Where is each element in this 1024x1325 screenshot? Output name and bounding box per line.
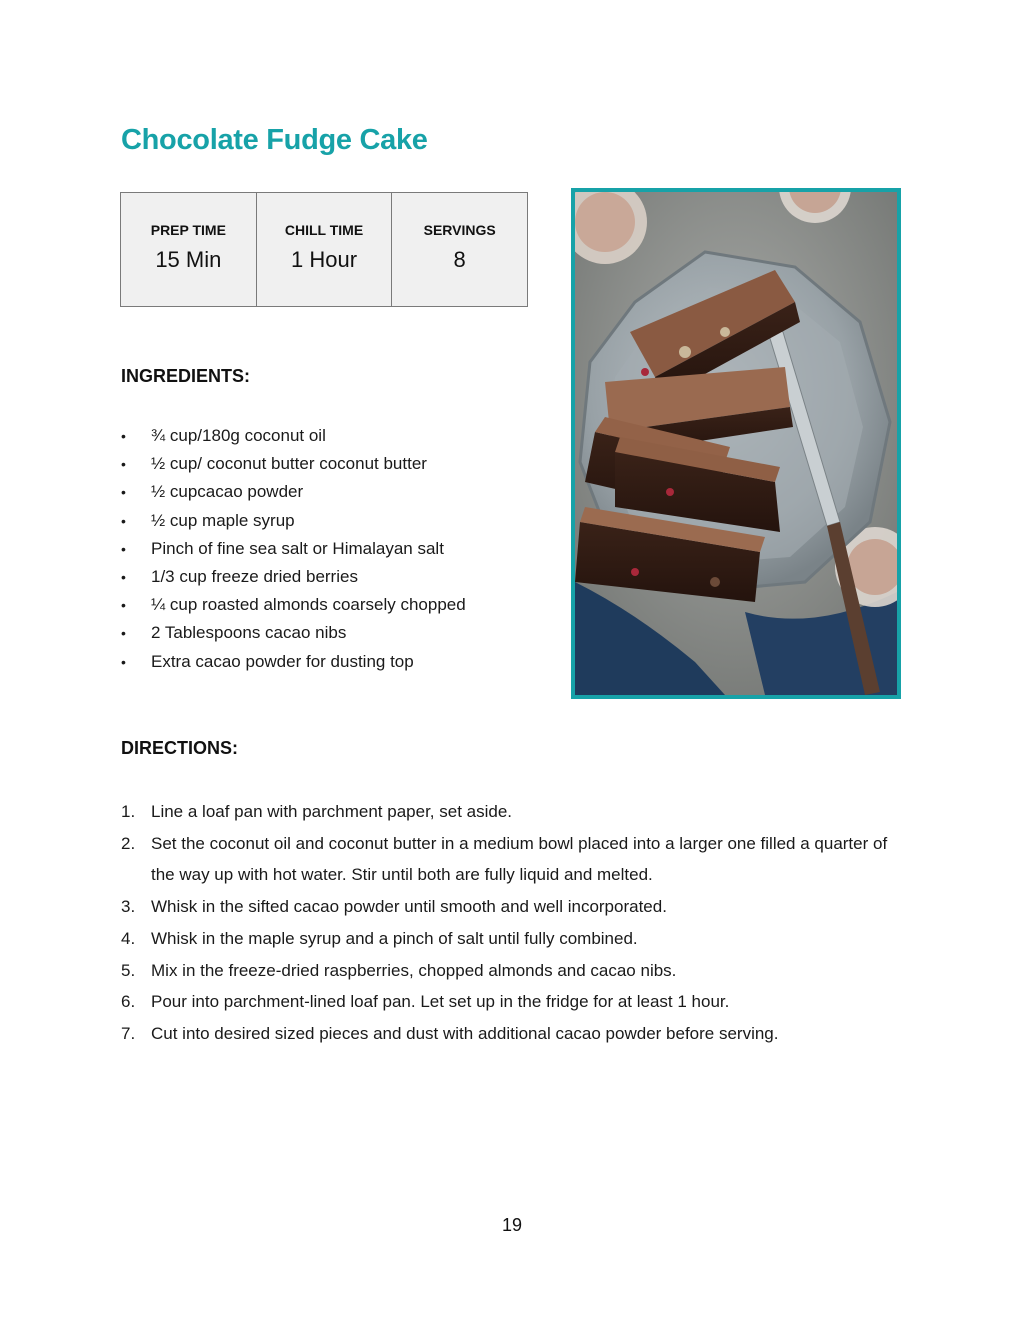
ingredient-text: ¾ cup/180g coconut oil <box>151 426 326 445</box>
step-number: 6. <box>121 992 136 1012</box>
step-text: Mix in the freeze-dried raspberries, chopped almonds and cacao nibs. <box>151 960 677 980</box>
bullet-icon: • <box>121 456 126 473</box>
step-text: Cut into desired sized pieces and dust with additional cacao powder before serving. <box>151 1023 779 1043</box>
bullet-icon: • <box>121 653 126 670</box>
list-item <box>121 891 901 923</box>
list-item <box>121 1018 901 1050</box>
directions-heading: DIRECTIONS: <box>121 738 238 758</box>
bullet-icon: • <box>121 484 126 501</box>
list-item <box>121 424 466 452</box>
directions-list <box>121 796 901 1050</box>
bullet-icon: • <box>121 540 126 557</box>
step-text: Line a loaf pan with parchment paper, set aside. <box>151 802 513 821</box>
chill-time-value: 1 Hour <box>290 247 358 272</box>
list-item <box>121 796 901 828</box>
step-number: 5. <box>121 960 136 980</box>
recipe-photo <box>571 188 901 699</box>
bullet-icon: • <box>121 625 126 642</box>
list-item <box>121 955 901 987</box>
ingredient-text: ½ cupcacao powder <box>151 482 304 502</box>
step-text: Pour into parchment-lined loaf pan. Let set up in the fridge for at least 1 hour. <box>151 992 730 1012</box>
prep-time-cell <box>121 193 257 306</box>
chill-time-cell <box>257 193 393 306</box>
bullet-icon: • <box>121 597 126 614</box>
servings-value: 8 <box>453 247 466 272</box>
step-text: Whisk in the sifted cacao powder until smooth and well incorporated. <box>151 897 667 917</box>
list-item <box>121 650 466 678</box>
list-item <box>121 480 466 508</box>
step-number: 2. <box>121 833 136 853</box>
bullet-icon: • <box>121 428 126 444</box>
bullet-icon: • <box>121 512 126 529</box>
ingredient-text: ¼ cup roasted almonds coarsely chopped <box>151 595 466 615</box>
bullet-icon: • <box>121 568 126 585</box>
ingredient-text: ½ cup/ coconut butter coconut butter <box>151 454 427 474</box>
recipe-title: Chocolate Fudge Cake <box>121 124 428 156</box>
list-item <box>121 828 901 891</box>
list-item <box>121 509 466 537</box>
servings-label: SERVINGS <box>423 222 496 238</box>
ingredient-text: ½ cup maple syrup <box>151 510 295 530</box>
list-item <box>121 986 901 1018</box>
servings-cell <box>392 193 527 306</box>
list-item <box>121 565 466 593</box>
fudge-cake-photo-illustration <box>575 192 897 695</box>
chill-time-label: CHILL TIME <box>284 222 364 238</box>
ingredient-text: Pinch of fine sea salt or Himalayan salt <box>151 538 444 558</box>
recipe-info-table <box>120 192 528 307</box>
ingredient-text: 1/3 cup freeze dried berries <box>151 566 358 586</box>
page-number: 19 <box>501 1215 523 1235</box>
prep-time-value: 15 Min <box>155 247 222 272</box>
list-item <box>121 593 466 621</box>
ingredients-heading: INGREDIENTS: <box>121 366 251 386</box>
ingredients-list <box>121 424 466 678</box>
list-item <box>121 923 901 955</box>
step-number: 1. <box>121 802 136 821</box>
prep-time-label: PREP TIME <box>150 222 226 238</box>
list-item <box>121 537 466 565</box>
step-text: Whisk in the maple syrup and a pinch of salt until fully combined. <box>151 928 638 948</box>
step-text: Set the coconut oil and coconut butter in a medium bowl placed into a larger one filled a quarter of the way up with hot water. Stir until both are fully liquid and melted. <box>151 833 888 885</box>
ingredient-text: Extra cacao powder for dusting top <box>151 651 414 671</box>
step-number: 3. <box>121 897 136 917</box>
step-number: 4. <box>121 928 136 948</box>
list-item <box>121 621 466 649</box>
list-item <box>121 452 466 480</box>
step-number: 7. <box>121 1023 136 1043</box>
ingredient-text: 2 Tablespoons cacao nibs <box>151 623 347 643</box>
